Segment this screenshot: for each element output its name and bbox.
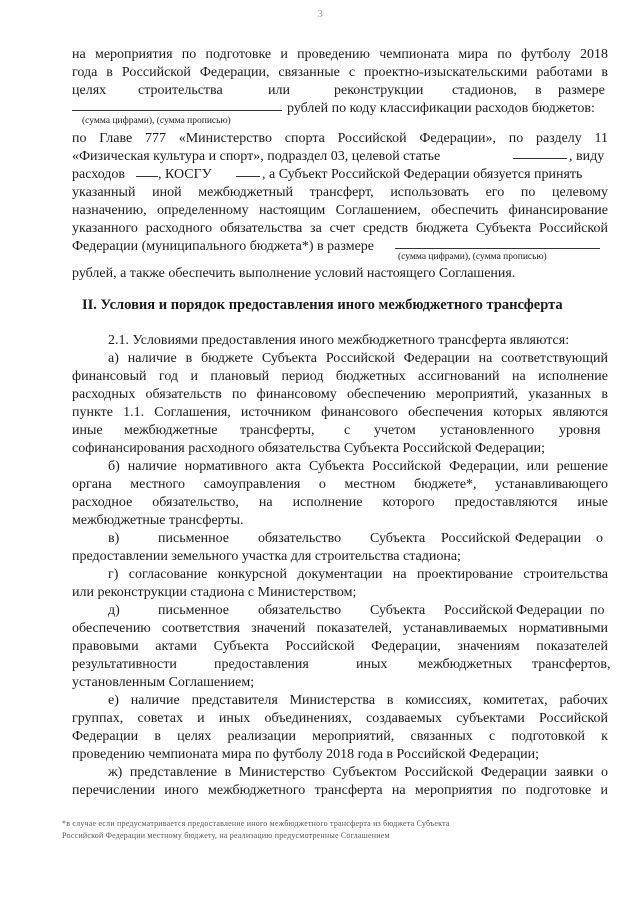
text-word: размере [558, 83, 605, 98]
text-line: проведению чемпионата мира по футболу 2018 года в Российской Федерации; [72, 747, 540, 762]
text-word: или [268, 83, 290, 98]
text-line: правовыми актами Субъекта Российской Федерации, значениям показателей [72, 639, 608, 654]
text-line: установленным Соглашением; [72, 675, 255, 690]
footnote-line: Российской Федерации местному бюджету, на реализацию предусмотренные Соглашением [62, 831, 390, 840]
amount-blank [395, 236, 600, 249]
text-line: пункте 1.1. Соглашения, источником финансового обеспечения которых являются [72, 405, 608, 420]
text-word: трансферты, [240, 423, 315, 438]
text-word: межбюджетные [124, 423, 218, 438]
text-word: д) [108, 603, 120, 618]
text-word: письменное [158, 603, 230, 618]
section-heading: II. Условия и порядок предоставления иного межбюджетного трансферта [82, 297, 563, 313]
text-word: предоставления [214, 657, 309, 672]
text-line: предоставлении земельного участка для строительства стадиона; [72, 549, 461, 564]
text-word: расходов [72, 167, 126, 182]
expense-type-blank [136, 164, 158, 177]
kosgu-blank [236, 164, 260, 177]
text-line: «Физическая культура и спорт», подраздел 03, целевой статье [72, 149, 441, 164]
text-word: строительства [138, 83, 223, 98]
article-blank [513, 146, 567, 159]
text-word: установленного [440, 423, 535, 438]
amount-hint: (сумма цифрами), (сумма прописью) [398, 252, 547, 262]
text-line: б) наличие нормативного акта Субъекта Российской Федерации, или решение [108, 459, 608, 474]
text-line: года в Российской Федерации, связанные с проектно-изыскательскими работами в [72, 65, 608, 80]
text-line: а) наличие в бюджете Субъекта Российской Федерации на соответствующий [108, 351, 608, 366]
text-line: софинансирования расходного обязательства Субъекта Российской Федерации; [72, 441, 545, 456]
text-line: или реконструкции стадиона с Министерством; [72, 585, 357, 600]
text-word: о [596, 531, 603, 546]
text-word: с [344, 423, 351, 438]
text-line: рублей по коду классификации расходов бюджетов: [287, 101, 595, 116]
text-word: трансфертов, [532, 657, 611, 672]
text-word: стадионов, [452, 83, 517, 98]
text-word: иных [356, 657, 388, 672]
text-line: расходное обязательство, на исполнение которого предоставляются иные [72, 495, 608, 510]
text-word: результативности [72, 657, 177, 672]
text-line: указанный иной межбюджетный трансферт, использовать его по целевому [72, 185, 608, 200]
text-word: в) [108, 531, 120, 546]
text-line: обеспечению соответствия значений показателей, устанавливаемых нормативными [72, 621, 608, 636]
text-word: , КОСГУ [158, 167, 212, 182]
text-line: группах, советах и иных объединениях, создаваемых субъектами Российской [72, 711, 608, 726]
text-line: перечислении иного межбюджетного трансферта на мероприятия по подготовке и [72, 783, 608, 798]
text-word: по [590, 603, 605, 618]
text-word: Российской [444, 603, 513, 618]
text-line: назначению, определенному настоящим Соглашением, обеспечить финансирование [72, 203, 608, 218]
text-word: целях [72, 83, 107, 98]
text-line: расходных обязательств по финансовому обеспечению мероприятий, указанных в [72, 387, 608, 402]
amount-hint: (сумма цифрами), (сумма прописью) [82, 116, 231, 126]
text-word: учетом [374, 423, 416, 438]
text-word: межбюджетных [418, 657, 513, 672]
text-word: реконструкции [334, 83, 424, 98]
text-word: письменное [158, 531, 230, 546]
text-word: обязательство [258, 603, 342, 618]
text-line: указанного расходного обязательства за счет средств бюджета Субъекта Российской [72, 221, 608, 236]
text-line: , а Субъект Российской Федерации обязуется принять [262, 167, 583, 182]
text-line: Федерации в целях реализации мероприятий, связанных с подготовкой к [72, 729, 608, 744]
text-line: органа местного самоуправления о местном бюджете*, устанавливающего [72, 477, 608, 492]
text-line: г) согласование конкурсной документации на проектирование строительства [108, 567, 608, 582]
text-line: по Главе 777 «Министерство спорта Российской Федерации», по разделу 11 [72, 131, 608, 146]
text-line: на мероприятия по подготовке и проведению чемпионата мира по футболу 2018 [72, 47, 608, 62]
text-line: рублей, а также обеспечить выполнение условий настоящего Соглашения. [72, 266, 516, 281]
text-word: уровня [559, 423, 601, 438]
text-word: обязательство [258, 531, 342, 546]
text-line: , виду [569, 149, 605, 164]
footnote-line: *в случае если предусматривается предоставление иного межбюджетного трансферта из бюджета Субъекта [62, 819, 450, 828]
text-line: финансовый год и плановый период бюджетных ассигнований на исполнение [72, 369, 608, 384]
text-word: иные [72, 423, 103, 438]
text-word: Федерации [516, 603, 583, 618]
page-number: 3 [317, 8, 323, 20]
text-line: Федерации (муниципального бюджета*) в размере [72, 239, 374, 254]
amount-blank [72, 98, 282, 111]
text-word: Федерации [515, 531, 582, 546]
text-line: ж) представление в Министерство Субъектом Российской Федерации заявки о [108, 765, 608, 780]
clause-heading: 2.1. Условиями предоставления иного межбюджетного трансферта являются: [108, 333, 570, 348]
text-word: Российской [441, 531, 510, 546]
text-word: в [535, 83, 542, 98]
text-line: межбюджетные трансферты. [72, 513, 244, 528]
text-word: Субъекта [370, 531, 426, 546]
text-line: е) наличие представителя Министерства в комиссиях, комитетах, рабочих [108, 693, 608, 708]
text-word: Субъекта [370, 603, 426, 618]
